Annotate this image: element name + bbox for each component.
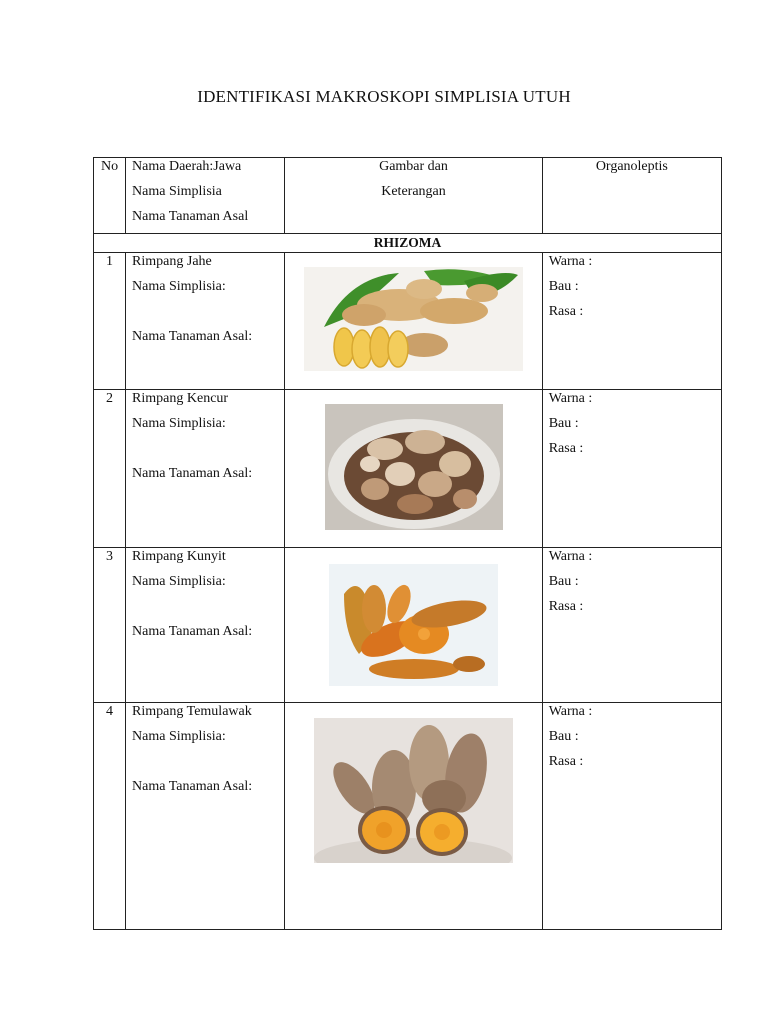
- row-rasa: Rasa :: [548, 304, 584, 319]
- row-bau: Bau :: [548, 416, 579, 431]
- row-name: Rimpang Kunyit: [132, 549, 226, 564]
- row-warna: Warna :: [548, 549, 593, 564]
- row-simplisia-label: Nama Simplisia:: [132, 729, 226, 744]
- ginger-rhizome-photo: [304, 267, 523, 371]
- table-row: [94, 253, 722, 390]
- row-number: 1: [94, 253, 126, 390]
- row-rasa: Rasa :: [548, 441, 584, 456]
- header-no: No: [94, 158, 126, 234]
- row-tanaman-label: Nama Tanaman Asal:: [132, 624, 253, 639]
- row-tanaman-label: Nama Tanaman Asal:: [132, 779, 253, 794]
- turmeric-rhizome-photo: [329, 564, 498, 686]
- header-nama-simplisia: Nama Simplisia: [132, 184, 222, 199]
- row-warna: Warna :: [548, 254, 593, 269]
- row-simplisia-label: Nama Simplisia:: [132, 416, 226, 431]
- row-name: Rimpang Temulawak: [132, 704, 252, 719]
- table-row: [94, 703, 722, 930]
- row-rasa: Rasa :: [548, 599, 584, 614]
- header-names: [126, 158, 285, 234]
- temulawak-rhizome-photo: [314, 718, 513, 863]
- table-row: [94, 548, 722, 703]
- row-bau: Bau :: [548, 279, 579, 294]
- row-rasa: Rasa :: [548, 754, 584, 769]
- row-number: 3: [94, 548, 126, 703]
- row-tanaman-label: Nama Tanaman Asal:: [132, 466, 253, 481]
- table-row: [94, 390, 722, 548]
- row-name: Rimpang Kencur: [132, 391, 229, 406]
- row-bau: Bau :: [548, 729, 579, 744]
- row-simplisia-label: Nama Simplisia:: [132, 574, 226, 589]
- row-tanaman-label: Nama Tanaman Asal:: [132, 329, 253, 344]
- row-simplisia-label: Nama Simplisia:: [132, 279, 226, 294]
- document-title: IDENTIFIKASI MAKROSKOPI SIMPLISIA UTUH: [197, 87, 571, 106]
- header-gambar: Gambar dan Keterangan: [285, 158, 542, 234]
- header-nama-daerah: Nama Daerah:Jawa: [132, 159, 242, 174]
- header-organoleptis: Organoleptis: [542, 158, 721, 234]
- row-warna: Warna :: [548, 704, 593, 719]
- row-bau: Bau :: [548, 574, 579, 589]
- kencur-rhizome-photo: [325, 404, 503, 530]
- row-warna: Warna :: [548, 391, 593, 406]
- row-number: 2: [94, 390, 126, 548]
- row-name: Rimpang Jahe: [132, 254, 212, 269]
- section-row: [94, 234, 722, 253]
- section-rhizoma: RHIZOMA: [94, 234, 722, 253]
- row-number: 4: [94, 703, 126, 930]
- identification-table: [93, 157, 722, 930]
- header-nama-tanaman: Nama Tanaman Asal: [132, 209, 249, 224]
- header-row: [94, 158, 722, 234]
